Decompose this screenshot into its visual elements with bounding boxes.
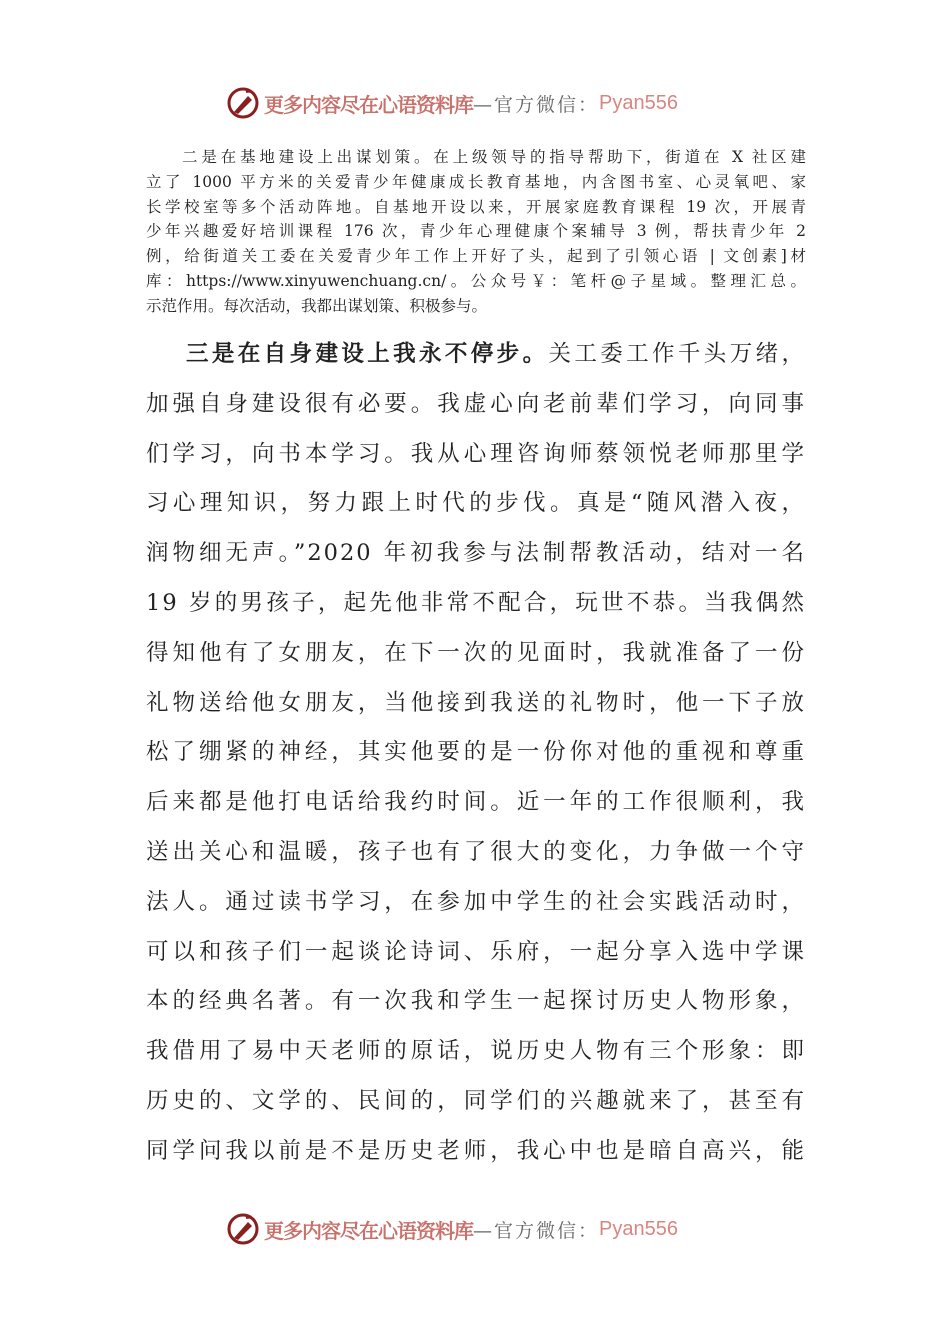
text-line: 后来都是他打电话给我约时间。近一年的工作很顺利，我 <box>146 789 806 816</box>
banner-separator: —官方微信： <box>473 1219 600 1242</box>
text-line: 少年兴趣爱好培训课程 176 次，青少年心理健康个案辅导 3 例，帮扶青少年 2 <box>146 222 806 241</box>
text-line: 们学习，向书本学习。我从心理咨询师蔡领悦老师那里学 <box>146 440 806 467</box>
text-line: 长学校室等多个活动阵地。自基地开设以来，开展家庭教育课程 19 次，开展青 <box>146 197 806 216</box>
pen-logo-icon <box>226 86 260 120</box>
banner-separator: —官方微信： <box>473 93 600 116</box>
small-paragraph <box>146 145 806 319</box>
text-line: 加强自身建设很有必要。我虚心向老前辈们学习，向同事 <box>146 390 806 417</box>
main-paragraph <box>146 330 806 1177</box>
text-line: 本的经典名著。有一次我和学生一起探讨历史人物形象， <box>146 988 806 1015</box>
paragraph-heading: 三是在自身建设上我永不停步。 <box>186 341 549 367</box>
text-line: 礼物送给他女朋友，当他接到我送的礼物时，他一下子放 <box>146 689 806 716</box>
text-line: 示范作用。每次活动，我都出谋划策、积极参与。 <box>146 296 488 315</box>
header-watermark-banner <box>226 86 726 120</box>
banner-brand: 更多内容尽在心语资料库 <box>264 92 473 117</box>
text-line: 松了绷紧的神经，其实他要的是一份你对他的重视和尊重 <box>146 739 806 766</box>
text-line: 立了 1000 平方米的关爱青少年健康成长教育基地，内含图书室、心灵氧吧、家 <box>146 172 806 191</box>
text-line: 习心理知识，努力跟上时代的步伐。真是“随风潜入夜， <box>146 490 806 517</box>
text-line: 法人。通过读书学习，在参加中学生的社会实践活动时， <box>146 888 806 915</box>
pen-logo-icon <box>226 1212 260 1246</box>
text-line <box>146 330 806 380</box>
banner-brand: 更多内容尽在心语资料库 <box>264 1218 473 1243</box>
text-line: 例，给街道关工委在关爱青少年工作上开好了头，起到了引领心语 | 文创素]材 <box>146 247 806 266</box>
text-line: 我借用了易中天老师的原话，说历史人物有三个形象：即 <box>146 1038 806 1065</box>
footer-watermark-banner <box>226 1212 726 1246</box>
text-line: 润物细无声。”2020 年初我参与法制帮教活动，结对一名 <box>146 540 806 567</box>
text-line: 19 岁的男孩子，起先他非常不配合，玩世不恭。当我偶然 <box>146 589 806 616</box>
text-line: 可以和孩子们一起谈论诗词、乐府，一起分享入选中学课 <box>146 938 806 965</box>
text-line: 历史的、文学的、民间的，同学们的兴趣就来了，甚至有 <box>146 1087 806 1114</box>
text-span: 关工委工作千头万绪， <box>548 341 806 367</box>
banner-wechat-id: Pyan556 <box>599 1217 678 1240</box>
text-line: 送出关心和温暖，孩子也有了很大的变化，力争做一个守 <box>146 838 806 865</box>
text-line: 二是在基地建设上出谋划策。在上级领导的指导帮助下，街道在 X 社区建 <box>182 148 806 166</box>
text-line: 库：https://www.xinyuwenchuang.cn/。公众号￥：笔杆@子星域。整理汇总。 <box>146 271 806 290</box>
text-line: 得知他有了女朋友，在下一次的见面时，我就准备了一份 <box>146 639 806 666</box>
banner-wechat-id: Pyan556 <box>599 91 678 114</box>
text-line: 同学问我以前是不是历史老师，我心中也是暗自高兴，能 <box>146 1137 806 1164</box>
